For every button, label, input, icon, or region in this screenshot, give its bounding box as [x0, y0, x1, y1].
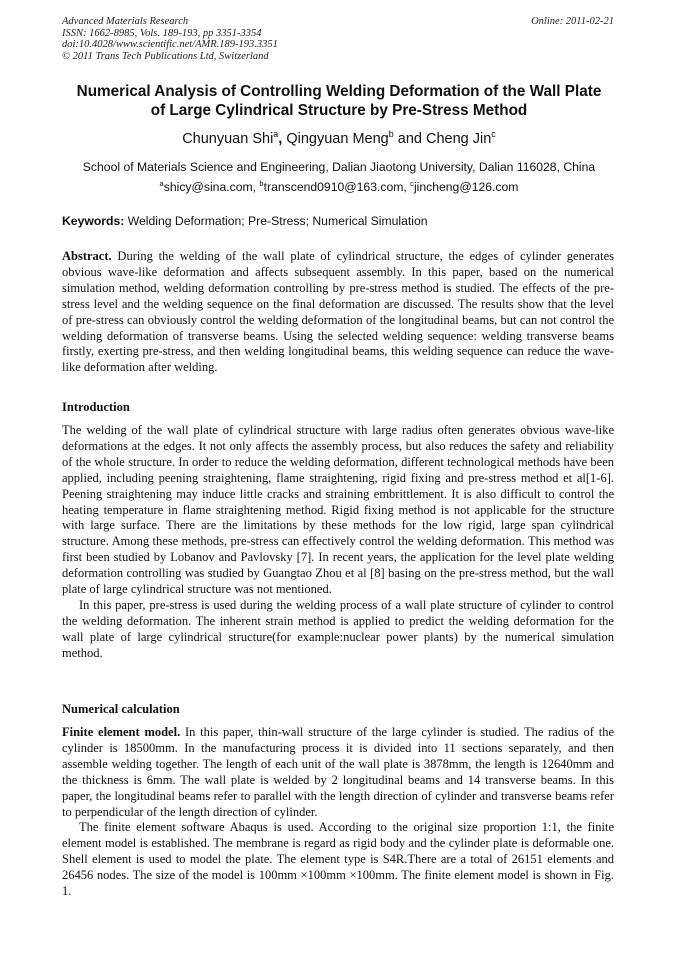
fem-label: Finite element model.: [62, 725, 181, 739]
introduction-heading: Introduction: [62, 400, 130, 414]
journal-name: Advanced Materials Research: [62, 16, 189, 27]
numerical-paragraph-1-text: In this paper, thin-wall structure of the large cylinder is studied. The radius of the cylinder is 18500mm. In the manufacturing process it is divided into 11 sections separately, and then assemble welding together. The length of each unit of the wall plate is 3878mm, the length is 12640mm and the thickness is 6mm. The wall plate is welded by 2 longitudinal beams and 14 transverse beams. In this paper, the longitudinal beams refer to parallel with the length direction of cylinder and transverse beams refer to perpendicular of the length direction of cylinder.: [62, 725, 615, 819]
online-date: Online: 2011-02-21: [531, 16, 614, 27]
author-1-mark: a: [273, 129, 279, 140]
introduction-body: [62, 423, 614, 662]
journal-header: [62, 16, 614, 62]
keywords: [62, 214, 614, 228]
author-3: Cheng Jin: [425, 131, 492, 147]
author-3-mark: c: [491, 129, 496, 140]
introduction-paragraph-2: In this paper, pre-stress is used during the welding process of a wall plate structure of cylinder to control the welding deformation. The inherent strain method is applied to predict the welding deformation for the wall plate of large cylindrical structure(for example:nuclear power plants) by the numerical simulation method.: [62, 597, 614, 660]
paper-title: [50, 82, 628, 120]
numerical-body: [62, 725, 614, 900]
title-line-1: Numerical Analysis of Controlling Welding Deformation of the Wall Plate: [76, 83, 602, 100]
copyright-line: © 2011 Trans Tech Publications Ltd, Switzerland: [62, 50, 269, 62]
email-a[interactable]: shicy@sina.com,: [163, 180, 260, 194]
author-1: Chunyuan Shi: [182, 131, 274, 147]
author-separator: ,: [278, 131, 287, 147]
title-line-2: of Large Cylindrical Structure by Pre-Stress Method: [150, 102, 528, 119]
keywords-text: Welding Deformation; Pre-Stress; Numerical Simulation: [124, 214, 428, 228]
email-b-mark: b: [259, 178, 264, 188]
author-2-mark: b: [388, 129, 394, 140]
email-a-mark: a: [159, 178, 164, 188]
author-list: [0, 131, 678, 147]
numerical-heading: Numerical calculation: [62, 702, 180, 716]
email-c[interactable]: jincheng@126.com: [413, 180, 519, 194]
abstract-text: During the welding of the wall plate of cylindrical structure, the edges of cylinder generates obvious wave-like deformation and affects subsequent assembly. In this paper, based on the numerical simulation method, welding deformation controlling by pre-stress method is studied. The effects of the pre-stress level and the welding sequence on the final deformation are discussed. The results show that the level of pre-stress can obviously control the welding deformation of the longitudinal beams, but can not control the welding deformation of transverse beams. Using the selected welding sequence: welding transverse beams firstly, exerting pre-stress, and then welding longitudinal beams, this welding sequence can reduce the wave-like deformation after welding.: [62, 249, 614, 375]
abstract: [62, 249, 614, 376]
author-2: Qingyuan Meng: [286, 131, 389, 147]
numerical-paragraph-1: [62, 725, 614, 820]
email-list: [0, 180, 678, 194]
issn-line: ISSN: 1662-8985, Vols. 189-193, pp 3351-3354: [62, 27, 262, 39]
author-separator: and: [393, 131, 426, 147]
numerical-paragraph-2: The finite element software Abaqus is used. According to the original size proportion 1:1, the finite element model is established. The membrane is regard as rigid body and the cylinder plate is deformable one. Shell element is used to model the plate. The element type is S4R.There are a total of 26151 elements and 26456 nodes. The size of the model is 100mm ×100mm ×100mm. The finite element model is shown in Fig. 1.: [62, 820, 614, 899]
keywords-label: Keywords:: [62, 214, 125, 228]
abstract-label: Abstract.: [62, 249, 112, 263]
email-b[interactable]: transcend0910@163.com,: [263, 180, 411, 194]
doi-line: doi:10.4028/www.scientific.net/AMR.189-193.3351: [62, 39, 278, 50]
email-c-mark: c: [410, 178, 414, 188]
introduction-paragraph-1: The welding of the wall plate of cylindrical structure with large radius often generates obvious wave-like deformations at the edges. It not only affects the assembly process, but also reduces the safety and reliability of the whole structure. In order to reduce the welding deformation, different technological methods have been applied, including peening straightening, flame straightening, rigid fixing and pre-stress method et al[1-6]. Peening straightening may induce little cracks and straining embrittlement. It is also difficult to control the heating temperature in flame straightening method. Rigid fixing method is not applicable for the structure with large surface. There are the limitations by these methods for the low rigid, large span cylindrical structure. Among these methods, pre-stress can effectively control the welding deformation. This method was first been studied by Lobanov and Pavlovsky [7]. In recent years, the application for the level plate welding deformation controlling was studied by Guangtao Zhou et al [8] basing on the pre-stress method, but the wall plate of large cylindrical structure was not mentioned.: [62, 423, 614, 597]
affiliation: School of Materials Science and Engineering, Dalian Jiaotong University, Dalian 116028, China: [82, 160, 596, 174]
